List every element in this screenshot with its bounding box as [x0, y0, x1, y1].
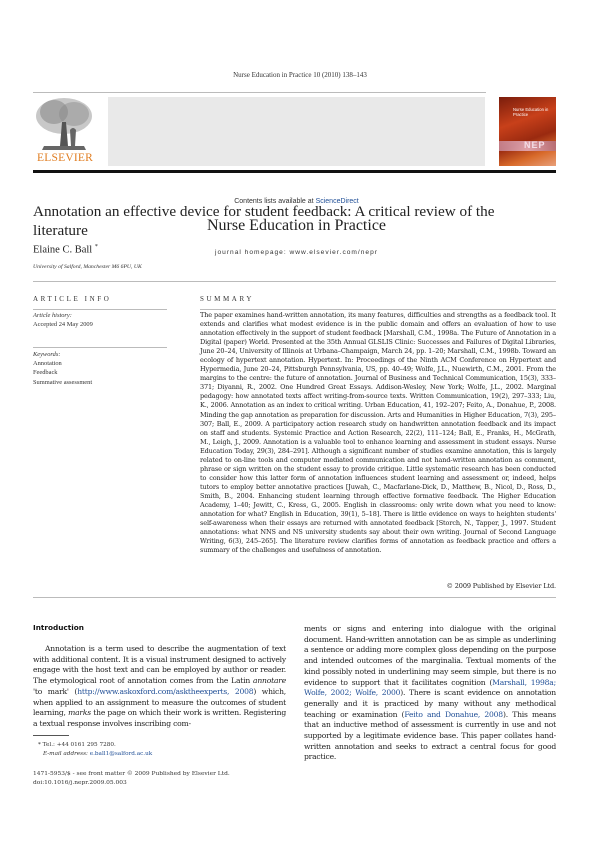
- author-footnote: [38, 741, 152, 758]
- author-line: [33, 244, 98, 256]
- elsevier-tree-icon: [34, 96, 94, 152]
- keywords-heading: Keywords:: [33, 351, 61, 358]
- footnote-tel: Tel.: +44 0161 295 7280.: [42, 742, 116, 748]
- keyword: Feedback: [33, 369, 58, 377]
- sciencedirect-link[interactable]: ScienceDirect: [315, 198, 359, 205]
- intro-emphasis: marks: [68, 708, 91, 718]
- header-rule: [33, 92, 486, 93]
- citation-link[interactable]: Marshall, 1998a; Wolfe, 2002; Wolfe, 2000: [304, 677, 556, 698]
- author-footnote-mark[interactable]: *: [94, 244, 98, 250]
- elsevier-wordmark: ELSEVIER: [37, 152, 93, 164]
- front-matter: [33, 770, 230, 787]
- introduction-heading: Introduction: [33, 623, 84, 632]
- introduction-left-column: [33, 644, 286, 730]
- author-name: Elaine C. Ball: [33, 244, 93, 256]
- askoxford-link[interactable]: http://www.askoxford.com/asktheexperts, 2008: [77, 686, 254, 696]
- elsevier-logo[interactable]: [30, 96, 100, 168]
- citation-link[interactable]: Feito and Donahue, 2008: [404, 709, 503, 719]
- history-value: Accepted 24 May 2009: [33, 321, 93, 329]
- keyword: Annotation: [33, 360, 62, 368]
- keyword: Summative assessment: [33, 378, 93, 386]
- affiliation-rule: [33, 281, 556, 282]
- journal-name: Nurse Education in Practice: [206, 217, 387, 234]
- keywords-block: [33, 350, 92, 387]
- summary-copyright: © 2009 Published by Elsevier Ltd.: [446, 582, 556, 590]
- intro-text: ) which, when applied to an assignment to measure the outcomes of student learning,: [33, 686, 286, 718]
- intro-text: ). There is scant evidence on annotation generally and it is practiced by many without any methodical teaching or examination (: [304, 688, 556, 719]
- footnote-email-link[interactable]: e.ball1@salford.ac.uk: [89, 750, 153, 757]
- introduction-right-column: [304, 624, 556, 763]
- footnote-email-label: E-mail address:: [43, 750, 90, 757]
- summary-label: SUMMARY: [200, 295, 254, 303]
- contents-prefix: Contents lists available at: [234, 198, 316, 205]
- footnote-rule: [33, 735, 69, 736]
- summary-rule-bottom: [33, 597, 556, 598]
- intro-emphasis: annotare: [253, 676, 286, 686]
- intro-text: ). This means that an inductive method of assessment is currently in use and not supported by a legitimate evidence base. This paper collates hand-written annotation and seeks to extract a central focus for good practice.: [304, 709, 556, 762]
- journal-homepage[interactable]: journal homepage: www.elsevier.com/nepr: [215, 249, 378, 256]
- intro-text: 'to mark' (: [33, 686, 78, 696]
- intro-text: Annotation is a term used to describe the augmentation of text with additional content. It is a visual instrument designed to actively engage with the host text and can be employed by author or reader. The etymological root of annotation comes from the Latin: [33, 644, 286, 686]
- affiliation: University of Salford, Manchester M6 6PU, UK: [33, 264, 142, 270]
- intro-text: the page on which their work is written. Registering a textual response involves inscribing com-: [33, 708, 286, 728]
- info-rule-2: [33, 347, 167, 348]
- summary-text: The paper examines hand-written annotation, its many features, difficulties and strengths as a feedback tool. It extends and clarifies what modest evidence is in the public domain and offers an evaluation of how to use annotation effectively in the support of student feedback [Marshall, C.M., 1998a. The Future of Annotation in a Digital (paper) World. Presented at the 35th Annual GLSLIS Clinic: Successes and Failures of Digital Libraries, June 20–24, University of Illinois at Urbana–Champaign, March 24, pp. 1–20; Marshall, C.M., 1998b. Toward an ecology of hypertext annotation. Hypertext. In: Proceedings of the Ninth ACM Conference on Hypertext and Hypermedia, June 20–24, Pittsburgh Pennsylvania, US, pp. 40–49; Wolfe, J.L., Nuewirth, C.M., 2001. From the margins to the centre: the future of annotation. Journal of Business and Technical Communication, 15(3), 333–371; Diyanni, R., 2002. One Hundred Great Essays. Addison-Wesley, New York; Wolfe, J.L., 2002. Marginal pedagogy: how annotated texts affect writing-from-source texts. Written Communication, 19(2), 297–333; Liu, K., 2006. Annotation as an index to critical writing. Urban Education, 41, 192–207; Feito, A., Donahue, P., 2008. Minding the gap annotation as preparation for discussion. Arts and Humanities in Higher Education, 7(3), 295–307; Ball, E., 2009. A participatory action research study on handwritten annotation feedback and its impact on staff and students. Systemic Practice and Action Research, 22(2), 111–124; Ball, E., Franks, H., McGrath, M., Leigh, J., 2009. Annotation is a valuable tool to enhance learning and assessment in student essays. Nurse Education Today, 29(3), 284–291]. Although a significant number of studies examine annotation, this is largely related to on-line tools and computer mediated communication and not hand-written annotation as comment, phrase or sign written on the student essay to provide critique. Little systematic research has been conducted to consider how this latter form of annotation influences student learning and assessment or, indeed, helps tutors to employ better annotative practices [Juwah, C., Macfarlane-Dick, D., Matthew, B., Nicol, D., Ross, D., Smith, B., 2004. Enhancing student learning through effective formative feedback. The Higher Education Academy, 1–40; Jewitt, C., Kress, G., 2005. English in classrooms: only write down what you need to know: annotation for what? English in Education, 39(1), 5–18]. There is little evidence on ways to heighten students' self-awareness when their essays are returned with annotated feedback [Storch, N., Tapper, J., 1997. Student annotations: what NNS and NS university students say about their own writing. Journal of Second Language Writing, 6(3), 245–265]. The literature review clarifies forms of annotation as feedback practice and offers a summary of the challenges and usefulness of annotation.: [200, 311, 556, 555]
- article-history: [33, 311, 93, 329]
- doi[interactable]: doi:10.1016/j.nepr.2009.05.003: [33, 779, 127, 786]
- issn-line: 1471-5953/$ - see front matter © 2009 Published by Elsevier Ltd.: [33, 771, 230, 777]
- history-heading: Article history:: [33, 312, 72, 319]
- journal-cover[interactable]: [499, 97, 556, 166]
- article-title: Annotation an effective device for student feedback: A critical review of the literature: [33, 203, 495, 239]
- info-rule-1: [33, 309, 167, 310]
- footnote-mark: *: [38, 742, 41, 748]
- summary-rule-top: [200, 309, 556, 310]
- masthead-rule: [33, 170, 556, 173]
- intro-text: ments or signs and entering into dialogue with the original document. Hand-written annotation can be as simple as underlining a sentence or adding more complex gloss depending on the purpose and intended outcomes of the marginalia. Textual moments of the kind possibly noted in underlining may seem simple, but there is no evidence to support that it facilitates cognition (: [304, 624, 556, 687]
- cover-title: Nurse Education in Practice: [513, 107, 549, 117]
- cover-abbrev: NEP: [524, 140, 546, 150]
- running-head: Nurse Education in Practice 10 (2010) 138–143: [233, 71, 367, 79]
- article-info-label: ARTICLE INFO: [33, 295, 112, 303]
